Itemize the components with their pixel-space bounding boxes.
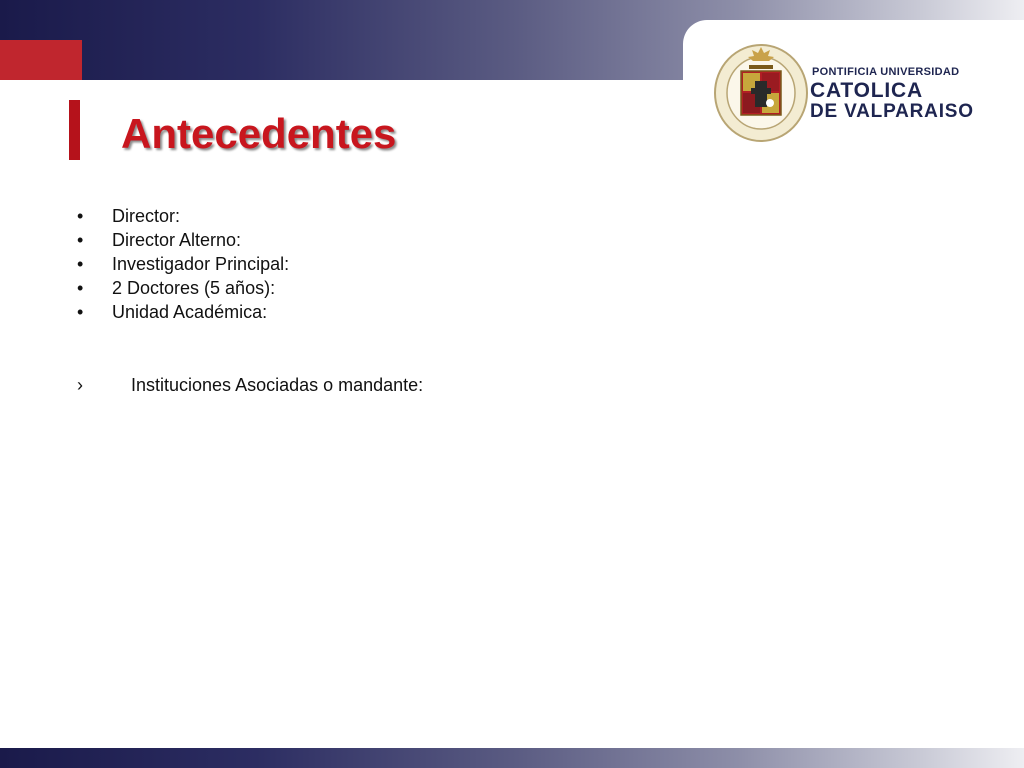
bullet-marker: • — [77, 230, 84, 250]
sub-list-item — [0, 373, 600, 397]
bullet-text: Unidad Académica: — [112, 302, 268, 322]
sub-item-text: Instituciones Asociadas o mandante: — [131, 375, 424, 395]
red-accent-tab — [0, 40, 82, 80]
bullet-marker: • — [77, 278, 84, 298]
bullet-marker: • — [77, 206, 84, 226]
bullet-marker: • — [77, 254, 84, 274]
slide-title: Antecedentes — [121, 110, 397, 157]
university-name-line1: PONTIFICIA UNIVERSIDAD — [812, 66, 960, 78]
footer-gradient-band — [0, 748, 1024, 768]
title-accent-bar — [69, 100, 80, 160]
bullet-marker: • — [77, 302, 84, 322]
chevron-right-icon: › — [77, 375, 83, 395]
university-name-line2: CATOLICA — [810, 79, 923, 102]
bullet-text: Director Alterno: — [112, 230, 242, 250]
bullet-text: Investigador Principal: — [112, 254, 290, 274]
bullet-text: Director: — [112, 206, 181, 226]
university-seal-icon — [714, 41, 808, 143]
university-name-line3: DE VALPARAISO — [810, 101, 974, 122]
bullet-text: 2 Doctores (5 años): — [112, 278, 276, 298]
